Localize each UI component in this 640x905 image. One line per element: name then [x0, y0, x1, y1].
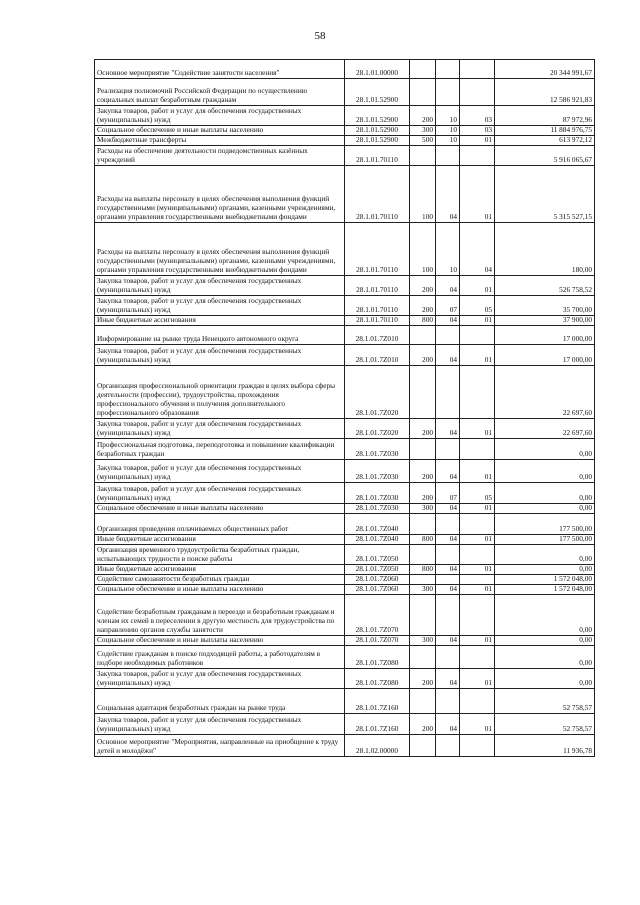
- expense-type-cell: 300: [410, 636, 436, 646]
- subsection-cell: [460, 326, 495, 345]
- amount-cell: 177 500,00: [495, 514, 595, 535]
- expense-name-cell: Социальная адаптация безработных граждан на рынке труда: [95, 689, 345, 714]
- table-row: [95, 585, 595, 595]
- expense-type-cell: [410, 735, 436, 757]
- target-code-cell: 28.1.02.00000: [345, 735, 410, 757]
- table-row: [95, 136, 595, 146]
- target-code-cell: 28.1.01.52900: [345, 136, 410, 146]
- expense-name-cell: Расходы на выплаты персоналу в целях обеспечения выполнения функций государственными (муниципальными) органами, казенными учреждениями, органами управления государственными внебюджетными фондами: [95, 166, 345, 223]
- subsection-cell: 01: [460, 669, 495, 689]
- expense-type-cell: 800: [410, 535, 436, 545]
- subsection-cell: 01: [460, 316, 495, 326]
- expense-name-cell: Основное мероприятие "Содействие занятости населения": [95, 60, 345, 79]
- expense-type-cell: 200: [410, 669, 436, 689]
- table-row: [95, 345, 595, 366]
- section-cell: 04: [436, 460, 460, 483]
- amount-cell: 87 972,96: [495, 106, 595, 126]
- subsection-cell: 01: [460, 535, 495, 545]
- expense-type-cell: 200: [410, 106, 436, 126]
- expense-type-cell: 800: [410, 316, 436, 326]
- expense-type-cell: [410, 646, 436, 669]
- target-code-cell: 28.1.01.7Z070: [345, 636, 410, 646]
- amount-cell: 22 697,60: [495, 419, 595, 439]
- expense-type-cell: 200: [410, 296, 436, 316]
- section-cell: 04: [436, 714, 460, 735]
- target-code-cell: 28.1.01.00000: [345, 60, 410, 79]
- expense-type-cell: 300: [410, 585, 436, 595]
- amount-cell: 526 758,52: [495, 276, 595, 296]
- subsection-cell: 01: [460, 504, 495, 514]
- target-code-cell: 28.1.01.7Z030: [345, 504, 410, 514]
- expense-name-cell: Закупка товаров, работ и услуг для обеспечения государственных (муниципальных) нужд: [95, 345, 345, 366]
- target-code-cell: 28.1.01.7Z160: [345, 714, 410, 735]
- section-cell: [436, 575, 460, 585]
- amount-cell: 177 500,00: [495, 535, 595, 545]
- target-code-cell: 28.1.01.7Z050: [345, 565, 410, 575]
- expense-type-cell: 800: [410, 565, 436, 575]
- table-row: [95, 460, 595, 483]
- table-row: [95, 669, 595, 689]
- expense-name-cell: Закупка товаров, работ и услуг для обеспечения государственных (муниципальных) нужд: [95, 714, 345, 735]
- amount-cell: 0,00: [495, 439, 595, 460]
- expense-type-cell: [410, 79, 436, 106]
- section-cell: 04: [436, 345, 460, 366]
- target-code-cell: 28.1.01.52900: [345, 126, 410, 136]
- expense-type-cell: [410, 514, 436, 535]
- section-cell: 07: [436, 483, 460, 504]
- subsection-cell: [460, 60, 495, 79]
- amount-cell: 0,00: [495, 669, 595, 689]
- expense-name-cell: Социальное обеспечение и иные выплаты населению: [95, 636, 345, 646]
- subsection-cell: [460, 595, 495, 636]
- target-code-cell: 28.1.01.7Z060: [345, 575, 410, 585]
- section-cell: 10: [436, 223, 460, 276]
- section-cell: 04: [436, 504, 460, 514]
- target-code-cell: 28.1.01.7Z010: [345, 326, 410, 345]
- section-cell: [436, 326, 460, 345]
- table-row: [95, 483, 595, 504]
- amount-cell: 20 344 991,67: [495, 60, 595, 79]
- table-row: [95, 545, 595, 565]
- expense-name-cell: Межбюджетные трансферты: [95, 136, 345, 146]
- table-row: [95, 636, 595, 646]
- subsection-cell: 01: [460, 636, 495, 646]
- subsection-cell: 01: [460, 565, 495, 575]
- expense-name-cell: Закупка товаров, работ и услуг для обеспечения государственных (муниципальных) нужд: [95, 669, 345, 689]
- target-code-cell: 28.1.01.70110: [345, 166, 410, 223]
- section-cell: [436, 689, 460, 714]
- subsection-cell: [460, 575, 495, 585]
- amount-cell: 52 758,57: [495, 689, 595, 714]
- expense-name-cell: Закупка товаров, работ и услуг для обеспечения государственных (муниципальных) нужд: [95, 276, 345, 296]
- expense-type-cell: [410, 326, 436, 345]
- expense-name-cell: Организация временного трудоустройства безработных граждан, испытывающих трудности в поиске работы: [95, 545, 345, 565]
- table-row: [95, 366, 595, 419]
- table-row: [95, 166, 595, 223]
- target-code-cell: 28.1.01.7Z070: [345, 595, 410, 636]
- table-row: [95, 689, 595, 714]
- target-code-cell: 28.1.01.7Z040: [345, 535, 410, 545]
- section-cell: [436, 439, 460, 460]
- amount-cell: 1 572 048,00: [495, 585, 595, 595]
- expense-name-cell: Иные бюджетные ассигнования: [95, 535, 345, 545]
- section-cell: 04: [436, 276, 460, 296]
- table-row: [95, 714, 595, 735]
- expense-name-cell: Расходы на обеспечение деятельности подведомственных казённых учреждений: [95, 146, 345, 166]
- table-row: [95, 146, 595, 166]
- expense-type-cell: [410, 146, 436, 166]
- expense-name-cell: Содействие гражданам в поиске подходящей работы, а работодателям в подборе необходимых работников: [95, 646, 345, 669]
- expense-name-cell: Профессиональная подготовка, переподготовка и повышение квалификации безработных граждан: [95, 439, 345, 460]
- section-cell: 07: [436, 296, 460, 316]
- section-cell: [436, 646, 460, 669]
- amount-cell: 0,00: [495, 646, 595, 669]
- expense-name-cell: Расходы на выплаты персоналу в целях обеспечения выполнения функций государственными (муниципальными) органами, казенными учреждениями, органами управления государственными внебюджетными фондами: [95, 223, 345, 276]
- section-cell: 04: [436, 636, 460, 646]
- amount-cell: 0,00: [495, 483, 595, 504]
- section-cell: 10: [436, 106, 460, 126]
- expense-type-cell: 200: [410, 276, 436, 296]
- subsection-cell: 01: [460, 276, 495, 296]
- subsection-cell: 01: [460, 136, 495, 146]
- subsection-cell: [460, 545, 495, 565]
- expense-type-cell: [410, 366, 436, 419]
- amount-cell: 12 586 921,83: [495, 79, 595, 106]
- expense-type-cell: 100: [410, 166, 436, 223]
- target-code-cell: 28.1.01.7Z080: [345, 646, 410, 669]
- amount-cell: 22 697,60: [495, 366, 595, 419]
- table-row: [95, 60, 595, 79]
- expense-name-cell: Организация проведения оплачиваемых общественных работ: [95, 514, 345, 535]
- section-cell: 10: [436, 136, 460, 146]
- amount-cell: 5 916 065,67: [495, 146, 595, 166]
- table-row: [95, 735, 595, 757]
- amount-cell: 11 936,78: [495, 735, 595, 757]
- amount-cell: 180,00: [495, 223, 595, 276]
- subsection-cell: 01: [460, 585, 495, 595]
- table-row: [95, 316, 595, 326]
- expense-type-cell: [410, 689, 436, 714]
- subsection-cell: 03: [460, 126, 495, 136]
- amount-cell: 0,00: [495, 595, 595, 636]
- section-cell: [436, 79, 460, 106]
- target-code-cell: 28.1.01.52900: [345, 106, 410, 126]
- expense-name-cell: Закупка товаров, работ и услуг для обеспечения государственных (муниципальных) нужд: [95, 483, 345, 504]
- target-code-cell: 28.1.01.7Z020: [345, 419, 410, 439]
- amount-cell: 11 884 976,75: [495, 126, 595, 136]
- table-row: [95, 439, 595, 460]
- expense-type-cell: 300: [410, 504, 436, 514]
- target-code-cell: 28.1.01.70110: [345, 276, 410, 296]
- target-code-cell: 28.1.01.7Z050: [345, 545, 410, 565]
- section-cell: [436, 595, 460, 636]
- subsection-cell: 05: [460, 483, 495, 504]
- table-row: [95, 504, 595, 514]
- target-code-cell: 28.1.01.7Z040: [345, 514, 410, 535]
- subsection-cell: [460, 439, 495, 460]
- section-cell: 04: [436, 565, 460, 575]
- table-row: [95, 276, 595, 296]
- subsection-cell: [460, 366, 495, 419]
- expense-name-cell: Иные бюджетные ассигнования: [95, 565, 345, 575]
- subsection-cell: 04: [460, 223, 495, 276]
- table-row: [95, 79, 595, 106]
- section-cell: [436, 60, 460, 79]
- table-row: [95, 646, 595, 669]
- amount-cell: 52 758,57: [495, 714, 595, 735]
- amount-cell: 0,00: [495, 504, 595, 514]
- subsection-cell: 01: [460, 345, 495, 366]
- subsection-cell: [460, 689, 495, 714]
- table-row: [95, 296, 595, 316]
- expense-name-cell: Закупка товаров, работ и услуг для обеспечения государственных (муниципальных) нужд: [95, 296, 345, 316]
- subsection-cell: [460, 146, 495, 166]
- table-row: [95, 106, 595, 126]
- expense-name-cell: Реализация полномочий Российской Федерации по осуществлению социальных выплат безработным гражданам: [95, 79, 345, 106]
- target-code-cell: 28.1.01.70110: [345, 316, 410, 326]
- target-code-cell: 28.1.01.52900: [345, 79, 410, 106]
- section-cell: 04: [436, 669, 460, 689]
- section-cell: 04: [436, 166, 460, 223]
- table-row: [95, 535, 595, 545]
- target-code-cell: 28.1.01.7Z020: [345, 366, 410, 419]
- table-row: [95, 575, 595, 585]
- section-cell: [436, 366, 460, 419]
- section-cell: [436, 514, 460, 535]
- subsection-cell: 03: [460, 106, 495, 126]
- table-row: [95, 326, 595, 345]
- amount-cell: 613 972,12: [495, 136, 595, 146]
- subsection-cell: 01: [460, 166, 495, 223]
- amount-cell: 1 572 048,00: [495, 575, 595, 585]
- section-cell: 04: [436, 419, 460, 439]
- expense-name-cell: Социальное обеспечение и иные выплаты населению: [95, 126, 345, 136]
- expense-name-cell: Закупка товаров, работ и услуг для обеспечения государственных (муниципальных) нужд: [95, 460, 345, 483]
- expense-name-cell: Информирование на рынке труда Ненецкого автономного округа: [95, 326, 345, 345]
- table-row: [95, 126, 595, 136]
- section-cell: [436, 146, 460, 166]
- expense-name-cell: Социальное обеспечение и иные выплаты населению: [95, 504, 345, 514]
- expense-type-cell: 200: [410, 714, 436, 735]
- amount-cell: 5 315 527,15: [495, 166, 595, 223]
- amount-cell: 17 000,00: [495, 345, 595, 366]
- target-code-cell: 28.1.01.70110: [345, 146, 410, 166]
- target-code-cell: 28.1.01.7Z030: [345, 460, 410, 483]
- table-row: [95, 565, 595, 575]
- amount-cell: 37 900,00: [495, 316, 595, 326]
- table-row: [95, 419, 595, 439]
- section-cell: 10: [436, 126, 460, 136]
- expense-type-cell: [410, 439, 436, 460]
- expense-type-cell: [410, 60, 436, 79]
- target-code-cell: 28.1.01.7Z160: [345, 689, 410, 714]
- expense-type-cell: 300: [410, 126, 436, 136]
- expense-type-cell: 200: [410, 483, 436, 504]
- target-code-cell: 28.1.01.7Z030: [345, 483, 410, 504]
- amount-cell: 17 000,00: [495, 326, 595, 345]
- page-number: 58: [314, 30, 326, 42]
- expense-type-cell: 500: [410, 136, 436, 146]
- table-row: [95, 223, 595, 276]
- expense-name-cell: Основное мероприятие "Мероприятия, направленные на приобщение к труду детей и молодёжи": [95, 735, 345, 757]
- expense-name-cell: Закупка товаров, работ и услуг для обеспечения государственных (муниципальных) нужд: [95, 419, 345, 439]
- expense-type-cell: 200: [410, 460, 436, 483]
- expense-name-cell: Иные бюджетные ассигнования: [95, 316, 345, 326]
- section-cell: 04: [436, 585, 460, 595]
- subsection-cell: 01: [460, 419, 495, 439]
- subsection-cell: [460, 514, 495, 535]
- target-code-cell: 28.1.01.7Z080: [345, 669, 410, 689]
- subsection-cell: 01: [460, 714, 495, 735]
- amount-cell: 0,00: [495, 565, 595, 575]
- expense-name-cell: Организация профессиональной ориентации граждан в целях выбора сферы деятельности (профессии), трудоустройства, прохождения профессионального обучения и получения дополнительного профессионального образования: [95, 366, 345, 419]
- section-cell: 04: [436, 316, 460, 326]
- amount-cell: 0,00: [495, 460, 595, 483]
- expense-name-cell: Содействие безработным гражданам в переезде и безработным гражданам и членам их семей в переселении в другую местность для трудоустройства по направлению органов службы занятости: [95, 595, 345, 636]
- subsection-cell: [460, 79, 495, 106]
- target-code-cell: 28.1.01.7Z010: [345, 345, 410, 366]
- subsection-cell: 01: [460, 460, 495, 483]
- expense-type-cell: [410, 575, 436, 585]
- amount-cell: 35 700,00: [495, 296, 595, 316]
- target-code-cell: 28.1.01.7Z060: [345, 585, 410, 595]
- section-cell: [436, 735, 460, 757]
- expense-name-cell: Содействие самозанятости безработных граждан: [95, 575, 345, 585]
- expense-name-cell: Социальное обеспечение и иные выплаты населению: [95, 585, 345, 595]
- expense-type-cell: 200: [410, 345, 436, 366]
- amount-cell: 0,00: [495, 636, 595, 646]
- target-code-cell: 28.1.01.7Z030: [345, 439, 410, 460]
- table-row: [95, 514, 595, 535]
- target-code-cell: 28.1.01.70110: [345, 223, 410, 276]
- section-cell: [436, 545, 460, 565]
- amount-cell: 0,00: [495, 545, 595, 565]
- budget-table: [94, 59, 595, 757]
- expense-type-cell: 200: [410, 419, 436, 439]
- expense-type-cell: [410, 545, 436, 565]
- section-cell: 04: [436, 535, 460, 545]
- subsection-cell: [460, 735, 495, 757]
- subsection-cell: 05: [460, 296, 495, 316]
- table-row: [95, 595, 595, 636]
- expense-type-cell: 100: [410, 223, 436, 276]
- expense-name-cell: Закупка товаров, работ и услуг для обеспечения государственных (муниципальных) нужд: [95, 106, 345, 126]
- target-code-cell: 28.1.01.70110: [345, 296, 410, 316]
- subsection-cell: [460, 646, 495, 669]
- expense-type-cell: [410, 595, 436, 636]
